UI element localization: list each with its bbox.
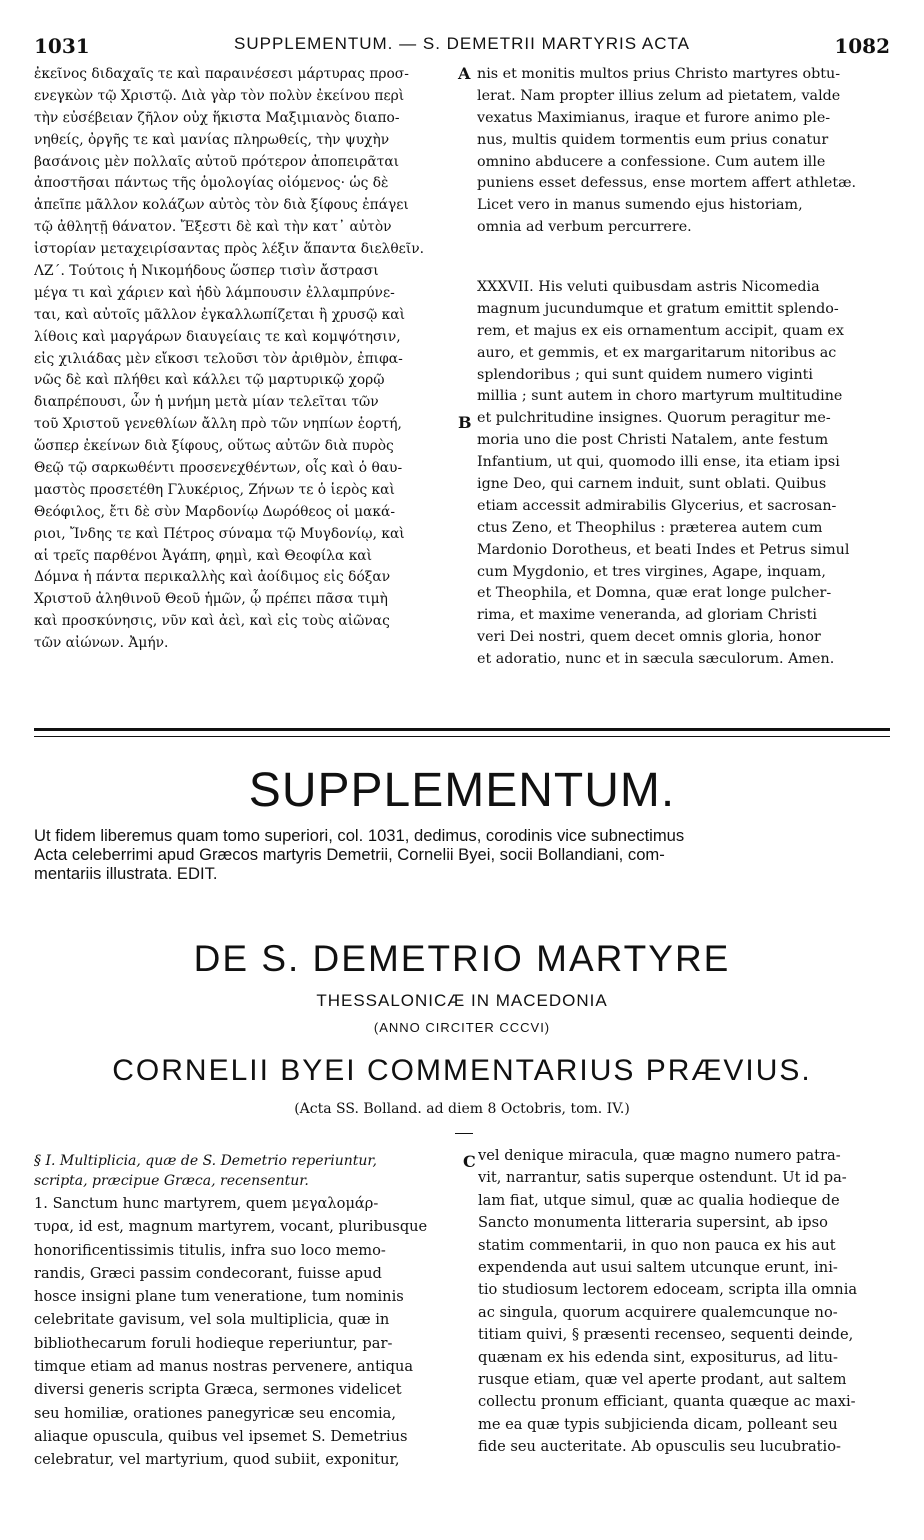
body-line: bibliothecarum foruli hodieque reperiuntur, par- — [34, 1334, 393, 1352]
latin-line: cum Mygdonio, et tres virgines, Agape, inquam, — [477, 563, 826, 580]
greek-line: ἀπεῖπε μᾶλλον κολάζων αὐτὸς τὸν διὰ ξίφους ἐπάγει — [34, 197, 409, 214]
greek-line: Χριστοῦ ἀληθινοῦ Θεοῦ ἡμῶν, ᾧ πρέπει πᾶσα τιμὴ — [34, 591, 388, 608]
latin-line: Licet vero in manus sumendo ejus historiam, — [477, 197, 803, 214]
body-line: honorificentissimis titulis, infra suo loco memo- — [34, 1241, 386, 1259]
body-left-column — [34, 1192, 459, 1472]
page-number-left: 1031 — [34, 34, 90, 58]
short-rule — [455, 1133, 473, 1134]
greek-line: Θεόφιλος, ἔτι δὲ σὺν Μαρδονίῳ Δωρόθεος οἱ μακά- — [34, 503, 395, 520]
greek-line: ριοι, Ἴνδης τε καὶ Πέτρος σύναμα τῷ Μυγδονίῳ, καὶ — [34, 525, 405, 542]
latin-column-chapter-37 — [477, 277, 892, 671]
body-line: aliaque opuscula, quibus vel ipsemet S. Demetrius — [34, 1427, 408, 1445]
body-line: vit, narrantur, satis superque ostendunt. Ut id pa- — [478, 1169, 847, 1187]
running-title: SUPPLEMENTUM. — S. DEMETRII MARTYRIS ACTA — [234, 34, 690, 53]
body-line: celebratur, vel martyrium, quod subiit, exponitur, — [34, 1451, 400, 1469]
section-heading — [34, 1151, 464, 1191]
latin-column-top — [477, 64, 892, 239]
latin-line: vexatus Maximianus, iraque et furore animo ple- — [477, 109, 831, 126]
intro-line: Ut fidem liberemus quam tomo superiori, col. 1031, dedimus, corodinis vice subnectimus — [34, 826, 685, 845]
body-line: quænam ex his edenda sint, expositurus, ad litu- — [478, 1348, 838, 1366]
latin-line: et pulchritudine insignes. Quorum peragitur me- — [477, 410, 831, 427]
latin-line: etiam accessit admirabilis Glycerius, et sacrosan- — [477, 497, 837, 514]
latin-line: omnino abducere a confessione. Cum autem ille — [477, 153, 826, 170]
greek-line: διαπρέπουσι, ὧν ἡ μνήμη μετὰ μίαν τελεῖται τῶν — [34, 394, 379, 411]
latin-line: puniens esset defessus, ense mortem affert athletæ. — [477, 175, 857, 192]
body-line: me ea quæ typis subjicienda dicam, polleant seu — [478, 1415, 838, 1433]
greek-line: τῶν αἰώνων. Ἀμήν. — [34, 635, 169, 652]
latin-line: omnia ad verbum percurrere. — [477, 219, 692, 236]
greek-column — [34, 64, 464, 655]
latin-line: veri Dei nostri, quem decet omnis gloria, honor — [477, 629, 821, 646]
intro-line: Acta celeberrimi apud Græcos martyris Demetrii, Cornelii Byei, socii Bollandiani, com- — [34, 845, 665, 864]
margin-mark-b: B — [458, 413, 472, 432]
body-line: 1. Sanctum hunc martyrem, quem μεγαλομάρ- — [34, 1195, 379, 1212]
latin-line: lerat. Nam propter illius zelum ad pietatem, valde — [477, 87, 841, 104]
section-title: DE S. DEMETRIO MARTYRE — [193, 938, 731, 979]
greek-line: εἰς χιλιάδας μὲν εἴκοσι τελοῦσι τὸν ἀριθμὸν, ἐπιφα- — [34, 350, 403, 367]
section-heading-line: § I. Multiplicia, quæ de S. Demetrio reperiuntur, — [34, 1153, 377, 1169]
greek-line: ται, καὶ αὐτοῖς μᾶλλον ἐγκαλλωπίζεται ἢ χρυσῷ καὶ — [34, 306, 405, 323]
greek-line: καὶ προσκύνησις, νῦν καὶ ἀεὶ, καὶ εἰς τοὺς αἰῶνας — [34, 613, 390, 630]
body-line: expendenda aut usui saltem utcunque erunt, ini- — [478, 1258, 838, 1276]
body-line: seu homiliæ, orationes panegyricæ seu encomia, — [34, 1404, 396, 1422]
section-year: (ANNO CIRCITER CCCVI) — [373, 1020, 551, 1035]
latin-line: magnum jucundumque et gratum emittit splendo- — [477, 300, 839, 317]
page-number-right: 1082 — [834, 34, 890, 58]
latin-line: rem, et majus ex eis ornamentum accipit, quam ex — [477, 322, 844, 339]
body-line: ac singula, quorum acquirere qualemcunque no- — [478, 1303, 838, 1321]
body-line: titiam quivi, § præsenti recenseo, sequenti deinde, — [478, 1326, 854, 1344]
greek-line: ΛΖ΄. Τούτοις ἡ Νικομήδους ὥσπερ τισὶν ἄστρασι — [34, 263, 379, 280]
body-line: lam fiat, utque simul, quæ ac qualia hodieque de — [478, 1191, 840, 1209]
margin-mark-a: A — [458, 64, 471, 83]
latin-line: auro, et gemmis, et ex margaritarum nitoribus ac — [477, 344, 837, 361]
latin-line: moria uno die post Christi Natalem, ante festum — [477, 432, 829, 449]
latin-line: millia ; sunt autem in choro martyrum multitudine — [477, 388, 843, 405]
margin-mark-c: C — [463, 1152, 476, 1171]
intro-line: mentariis illustrata. EDIT. — [34, 864, 218, 883]
greek-line: ἐκεῖνος διδαχαῖς τε καὶ παραινέσεσι μάρτυρας προσ- — [34, 66, 409, 82]
greek-line: μαστὸς προσετέθη Γλυκέριος, Ζήνων τε ὁ ἱερὸς καὶ — [34, 481, 395, 498]
greek-line: βασάνοις μὲν πολλαῖς αὐτοῦ πρότερον ἀποπειρᾶται — [34, 153, 400, 170]
greek-line: ἱστορίαν μεταχειρίσαντας πρὸς λέξιν ἅπαντα διελθεῖν. — [34, 241, 425, 258]
greek-line: τοῦ Χριστοῦ γενεθλίων ἄλλη πρὸ τῶν νηπίων ἑορτή, — [34, 416, 402, 433]
latin-line: nis et monitis multos prius Christo martyres obtu- — [477, 66, 841, 82]
latin-line: XXXVII. His veluti quibusdam astris Nicomedia — [477, 279, 820, 295]
latin-line: Infantium, ut qui, quomodo illi ense, ita etiam ipsi — [477, 454, 840, 471]
commentary-source: (Acta SS. Bolland. ad diem 8 Octobris, tom. IV.) — [294, 1101, 630, 1117]
latin-line: et adoratio, nunc et in sæcula sæculorum. Amen. — [477, 651, 835, 668]
latin-line: et Theophila, et Domna, quæ erat longe pulcher- — [477, 585, 832, 602]
latin-line: igne Deo, qui carnem induit, sunt oblati. Quibus — [477, 476, 827, 493]
greek-line: ενεγκὼν τῷ Χριστῷ. Διὰ γὰρ τὸν πολὺν ἐκείνου περὶ — [34, 87, 405, 104]
body-line: diversi generis scripta Græca, sermones videlicet — [34, 1381, 402, 1399]
editor-intro — [34, 826, 894, 883]
divider-thin — [34, 736, 890, 737]
greek-line: νηθείς, ὀργῆς τε καὶ μανίας πληρωθείς, τὴν ψυχὴν — [34, 131, 390, 148]
body-line: fide seu aucteritate. Ab opusculis seu lucubratio- — [478, 1438, 841, 1456]
section-heading-line: scripta, præcipue Græca, recensentur. — [34, 1173, 309, 1189]
greek-line: τὴν εὐσέβειαν ζῆλον οὐχ ἥκιστα Μαξιμιανὸς διαπο- — [34, 109, 400, 126]
greek-line: μέγα τι καὶ χάριεν καὶ ἡδὺ λάμπουσιν ἐλλαμπρύνε- — [34, 284, 395, 301]
greek-line: αἱ τρεῖς παρθένοι Ἀγάπη, φημὶ, καὶ Θεοφίλα καὶ — [34, 547, 373, 564]
greek-line: ἀποστῆσαι πάντως τῆς ὁμολογίας οἰόμενος· ὡς δὲ — [34, 175, 389, 192]
greek-line: Δόμνα ἡ πάντα περικαλλὴς καὶ ἀοίδιμος εἰς δόξαν — [34, 569, 391, 586]
body-line: randis, Græci passim condecorant, fuisse apud — [34, 1264, 382, 1282]
supplementum-title: SUPPLEMENTUM. — [248, 764, 676, 817]
body-line: tio studiosum lectorem edoceam, scripta illa omnia — [478, 1281, 858, 1299]
body-line: hosce insigni plane tum veneratione, tum nominis — [34, 1288, 404, 1306]
body-line: celebritate gavisum, vel sola multiplicia, quæ in — [34, 1311, 390, 1329]
body-line: Sancto monumenta litteraria supersint, ab ipso — [478, 1214, 828, 1232]
divider-thick — [34, 728, 890, 731]
latin-line: nus, multis quidem tormentis eum prius conatur — [477, 131, 829, 148]
greek-line: νῶς δὲ καὶ πλήθει καὶ κάλλει τῷ μαρτυρικῷ χορῷ — [34, 372, 385, 389]
section-subtitle: THESSALONICÆ IN MACEDONIA — [316, 991, 608, 1010]
commentary-title: CORNELII BYEI COMMENTARIUS PRÆVIUS. — [112, 1054, 812, 1087]
latin-line: rima, et maxime veneranda, ad gloriam Christi — [477, 607, 817, 624]
body-line: rusque etiam, quæ vel aperte prodant, aut saltem — [478, 1370, 847, 1388]
greek-line: λίθοις καὶ μαργάρων διαυγείαις τε καὶ κομψότησιν, — [34, 328, 401, 345]
greek-line: τῷ ἀθλητῇ θάνατον. Ἔξεστι δὲ καὶ τὴν κατ᾽ αὐτὸν — [34, 219, 392, 236]
greek-line: Θεῷ τῷ σαρκωθέντι προσενεχθέντων, οἷς καὶ ὁ θαυ- — [34, 460, 403, 477]
latin-line: ctus Zeno, et Theophilus : præterea autem cum — [477, 519, 823, 536]
body-line: vel denique miracula, quæ magno numero patra- — [478, 1147, 841, 1164]
running-header — [0, 34, 924, 58]
body-line: collectu pronum efficiant, quanta quæque ac maxi- — [478, 1393, 856, 1411]
greek-line: ὥσπερ ἐκείνων διὰ ξίφους, οὕτως αὐτῶν διὰ πυρὸς — [34, 438, 394, 455]
body-right-column — [478, 1145, 893, 1458]
body-line: τυρα, id est, magnum martyrem, vocant, pluribusque — [34, 1218, 428, 1236]
body-line: statim commentarii, in quo non pauca ex his aut — [478, 1236, 836, 1254]
latin-line: splendoribus ; qui sunt quidem numero viginti — [477, 366, 813, 383]
latin-line: Mardonio Dorotheus, et beati Indes et Petrus simul — [477, 541, 850, 558]
body-line: timque etiam ad manus nostras pervenere, antiqua — [34, 1358, 414, 1376]
